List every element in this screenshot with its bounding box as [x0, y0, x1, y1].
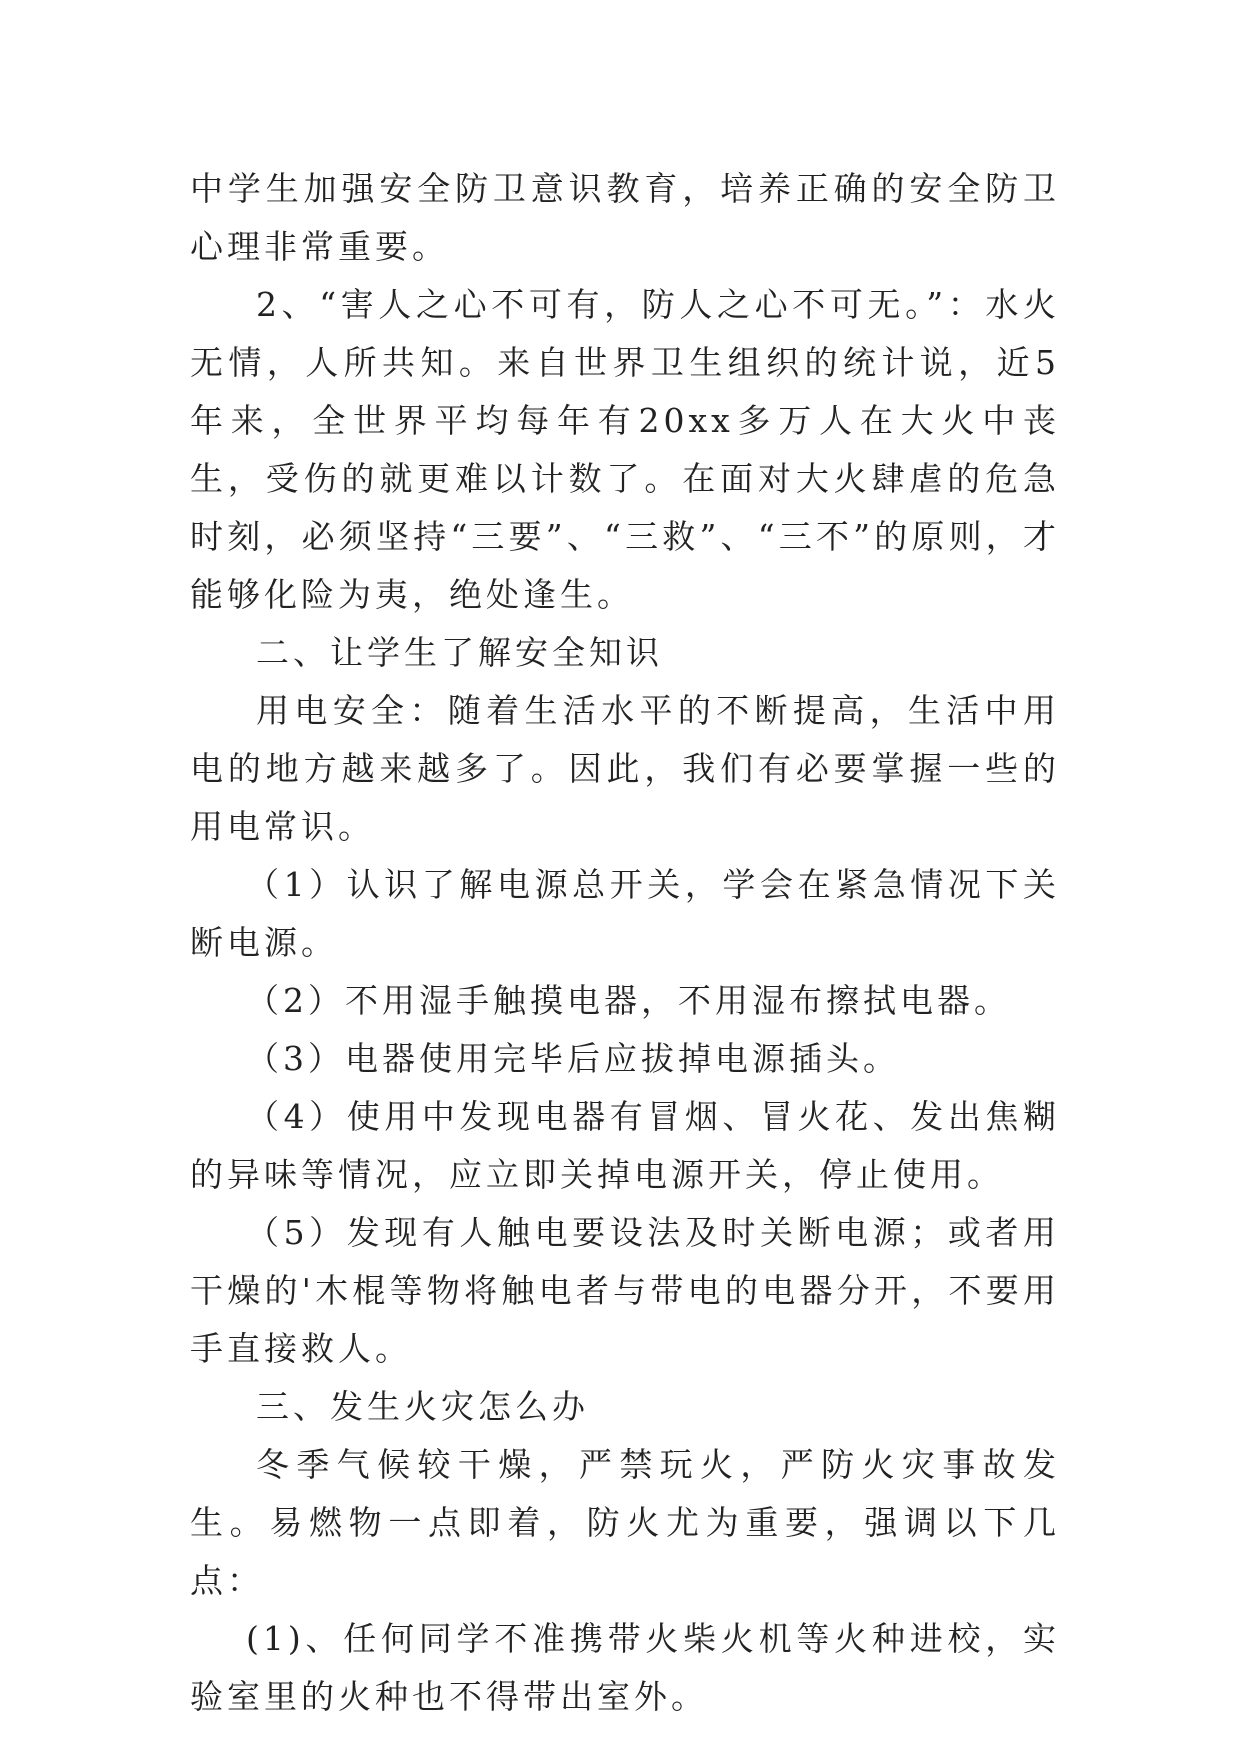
paragraph-fire-safety-principle: 2、“害人之心不可有，防人之心不可无。”：水火无情，人所共知。来自世界卫生组织的统计说，近5年来，全世界平均每年有20xx多万人在大火中丧生，受伤的就更难以计数了。在面对大火肆虐的危急时刻，必须坚持“三要”、“三救”、“三不”的原则，才能够化险为夷，绝处逢生。 — [190, 285, 1060, 614]
list-item-electrical-3: （3）电器使用完毕后应拔掉电源插头。 — [246, 1039, 900, 1078]
list-item-electrical-2: （2）不用湿手触摸电器，不用湿布擦拭电器。 — [246, 981, 1011, 1020]
list-item-electrical-4: （4）使用中发现电器有冒烟、冒火花、发出焦糊的异味等情况，应立即关掉电源开关，停止使用。 — [190, 1097, 1060, 1194]
section-heading-fire: 三、发生火灾怎么办 — [256, 1387, 589, 1426]
list-item-electrical-1: （1）认识了解电源总开关，学会在紧急情况下关断电源。 — [190, 865, 1060, 962]
paragraph-intro-continued: 中学生加强安全防卫意识教育，培养正确的安全防卫心理非常重要。 — [190, 169, 1060, 266]
section-heading-safety-knowledge: 二、让学生了解安全知识 — [256, 633, 663, 672]
paragraph-winter-fire-prevention: 冬季气候较干燥，严禁玩火，严防火灾事故发生。易燃物一点即着，防火尤为重要，强调以下几点： — [190, 1445, 1060, 1600]
document-body — [190, 160, 1060, 1726]
paragraph-electrical-safety: 用电安全：随着生活水平的不断提高，生活中用电的地方越来越多了。因此，我们有必要掌握一些的用电常识。 — [190, 691, 1060, 846]
list-item-electrical-5: （5）发现有人触电要设法及时关断电源；或者用干燥的'木棍等物将触电者与带电的电器分开，不要用手直接救人。 — [190, 1213, 1060, 1368]
list-item-fire-1: (1)、任何同学不准携带火柴火机等火种进校，实验室里的火种也不得带出室外。 — [190, 1619, 1060, 1716]
